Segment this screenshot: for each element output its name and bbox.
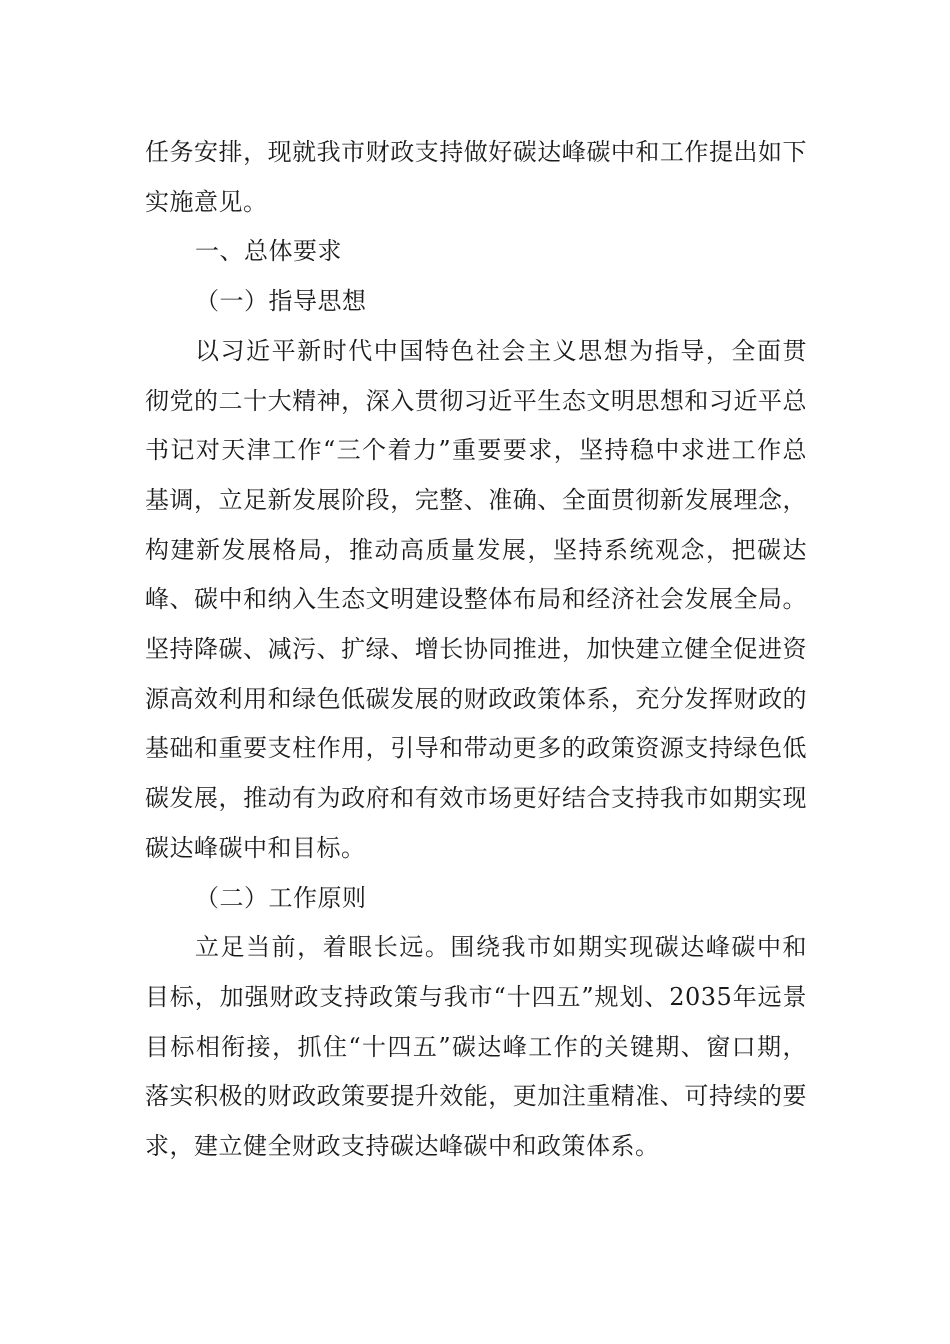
guiding-thought-paragraph: 以习近平新时代中国特色社会主义思想为指导，全面贯彻党的二十大精神，深入贯彻习近平生态文明思想和习近平总书记对天津工作“三个着力”重要要求，坚持稳中求进工作总基调，立足新发展阶段，完整、准确、全面贯彻新发展理念，构建新发展格局，推动高质量发展，坚持系统观念，把碳达峰、碳中和纳入生态文明建设整体布局和经济社会发展全局。坚持降碳、减污、扩绿、增长协同推进，加快建立健全促进资源高效利用和绿色低碳发展的财政政策体系，充分发挥财政的基础和重要支柱作用，引导和带动更多的政策资源支持绿色低碳发展，推动有为政府和有效市场更好结合支持我市如期实现碳达峰碳中和目标。 [145,336,807,862]
work-principle-paragraph: 立足当前，着眼长远。围绕我市如期实现碳达峰碳中和目标，加强财政支持政策与我市“十四五”规划、2035年远景目标相衔接，抓住“十四五”碳达峰工作的关键期、窗口期，落实积极的财政政策要提升效能，更加注重精准、可持续的要求，建立健全财政支持碳达峰碳中和政策体系。 [145,933,807,1161]
section-heading-general-requirements: 一、总体要求 [195,237,342,266]
subsection-heading-work-principles: （二）工作原则 [195,883,367,912]
intro-paragraph: 任务安排，现就我市财政支持做好碳达峰碳中和工作提出如下实施意见。 [145,138,807,216]
document-body [145,128,807,1172]
subsection-heading-guiding-thought: （一）指导思想 [195,287,367,316]
